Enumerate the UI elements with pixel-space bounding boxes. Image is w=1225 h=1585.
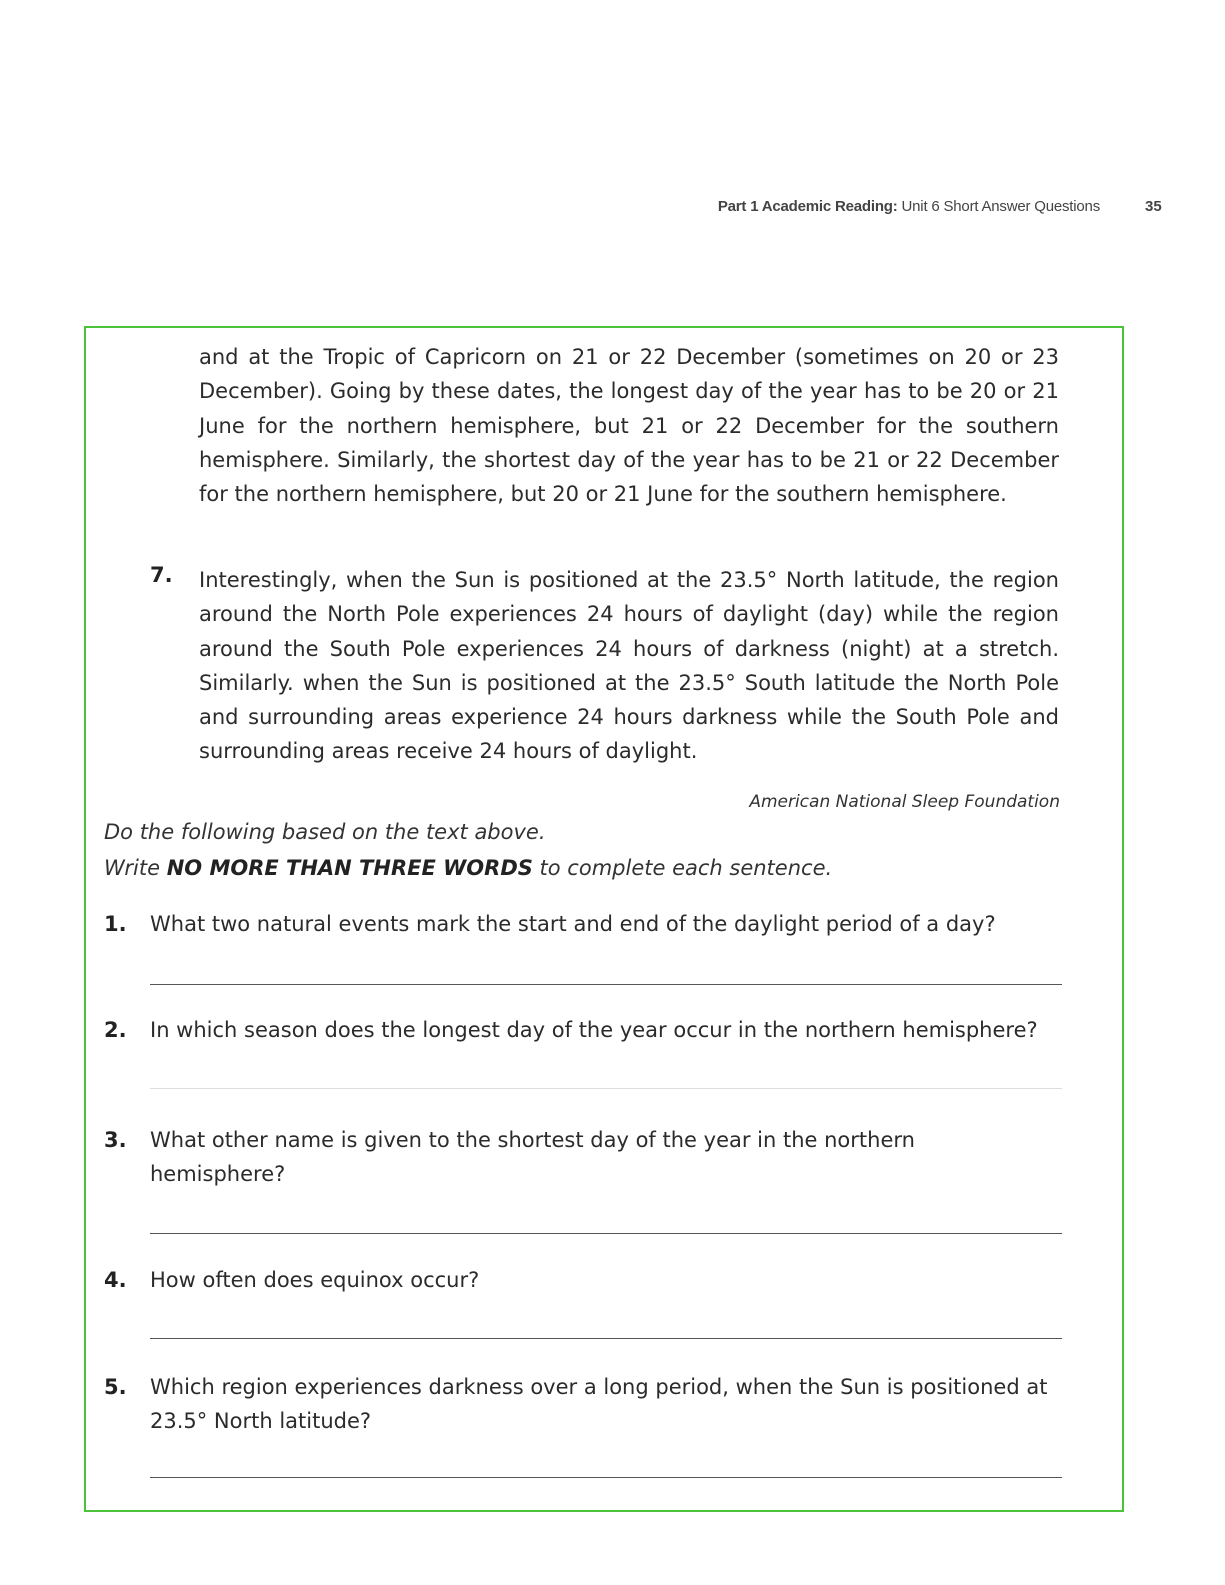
question-number: 2. <box>104 1018 127 1042</box>
header-unit: Unit 6 Short Answer Questions <box>901 198 1100 215</box>
answer-line-1[interactable] <box>150 984 1062 985</box>
page-number: 35 <box>1145 198 1162 215</box>
question-text: How often does equinox occur? <box>150 1268 480 1292</box>
question-text: In which season does the longest day of the year occur in the northern hemisphere? <box>150 1018 1038 1042</box>
question-text: What other name is given to the shortest day of the year in the northern hemisphere? <box>150 1128 915 1186</box>
question-number: 3. <box>104 1128 127 1152</box>
instruction-line-2 <box>104 856 832 880</box>
instruction-line-1: Do the following based on the text above. <box>104 820 546 844</box>
instruction-suffix: to complete each sentence. <box>532 856 833 880</box>
passage-item-7: Interestingly, when the Sun is positioned at the 23.5° North latitude, the region around the North Pole experiences 24 hours of daylight (day) while the region around the South Pole experiences 24 hours of darkness (night) at a stretch. Similarly. when the Sun is positioned at the 23.5° South latitude the North Pole and surrounding areas experience 24 hours darkness while the South Pole and surrounding areas receive 24 hours of daylight. <box>199 568 1059 764</box>
passage-continuation: and at the Tropic of Capricorn on 21 or 22 December (sometimes on 20 or 23 December). Going by these dates, the longest day of the year has to be 20 or 21 June for the northern hemisphere, but 21 or 22 December for the southern hemisphere. Similarly, the shortest day of the year has to be 21 or 22 December for the northern hemisphere, but 20 or 21 June for the southern hemisphere. <box>199 345 1059 507</box>
header-part: Part 1 Academic Reading: <box>717 198 898 215</box>
instruction-prefix: Write <box>104 856 167 880</box>
question-number: 5. <box>104 1375 127 1399</box>
answer-line-2[interactable] <box>150 1088 1062 1089</box>
source-citation: American National Sleep Foundation <box>749 792 1060 812</box>
running-header <box>700 198 1100 215</box>
question-number: 4. <box>104 1268 127 1292</box>
answer-line-4[interactable] <box>150 1338 1062 1339</box>
instruction-word-limit: NO MORE THAN THREE WORDS <box>166 856 533 880</box>
answer-line-3[interactable] <box>150 1233 1062 1234</box>
question-text: Which region experiences darkness over a long period, when the Sun is positioned at 23.5° North latitude? <box>150 1375 1048 1433</box>
answer-line-5[interactable] <box>150 1477 1062 1478</box>
question-number: 1. <box>104 912 127 936</box>
question-text: What two natural events mark the start and end of the daylight period of a day? <box>150 912 996 936</box>
passage-item-number: 7. <box>150 563 173 587</box>
